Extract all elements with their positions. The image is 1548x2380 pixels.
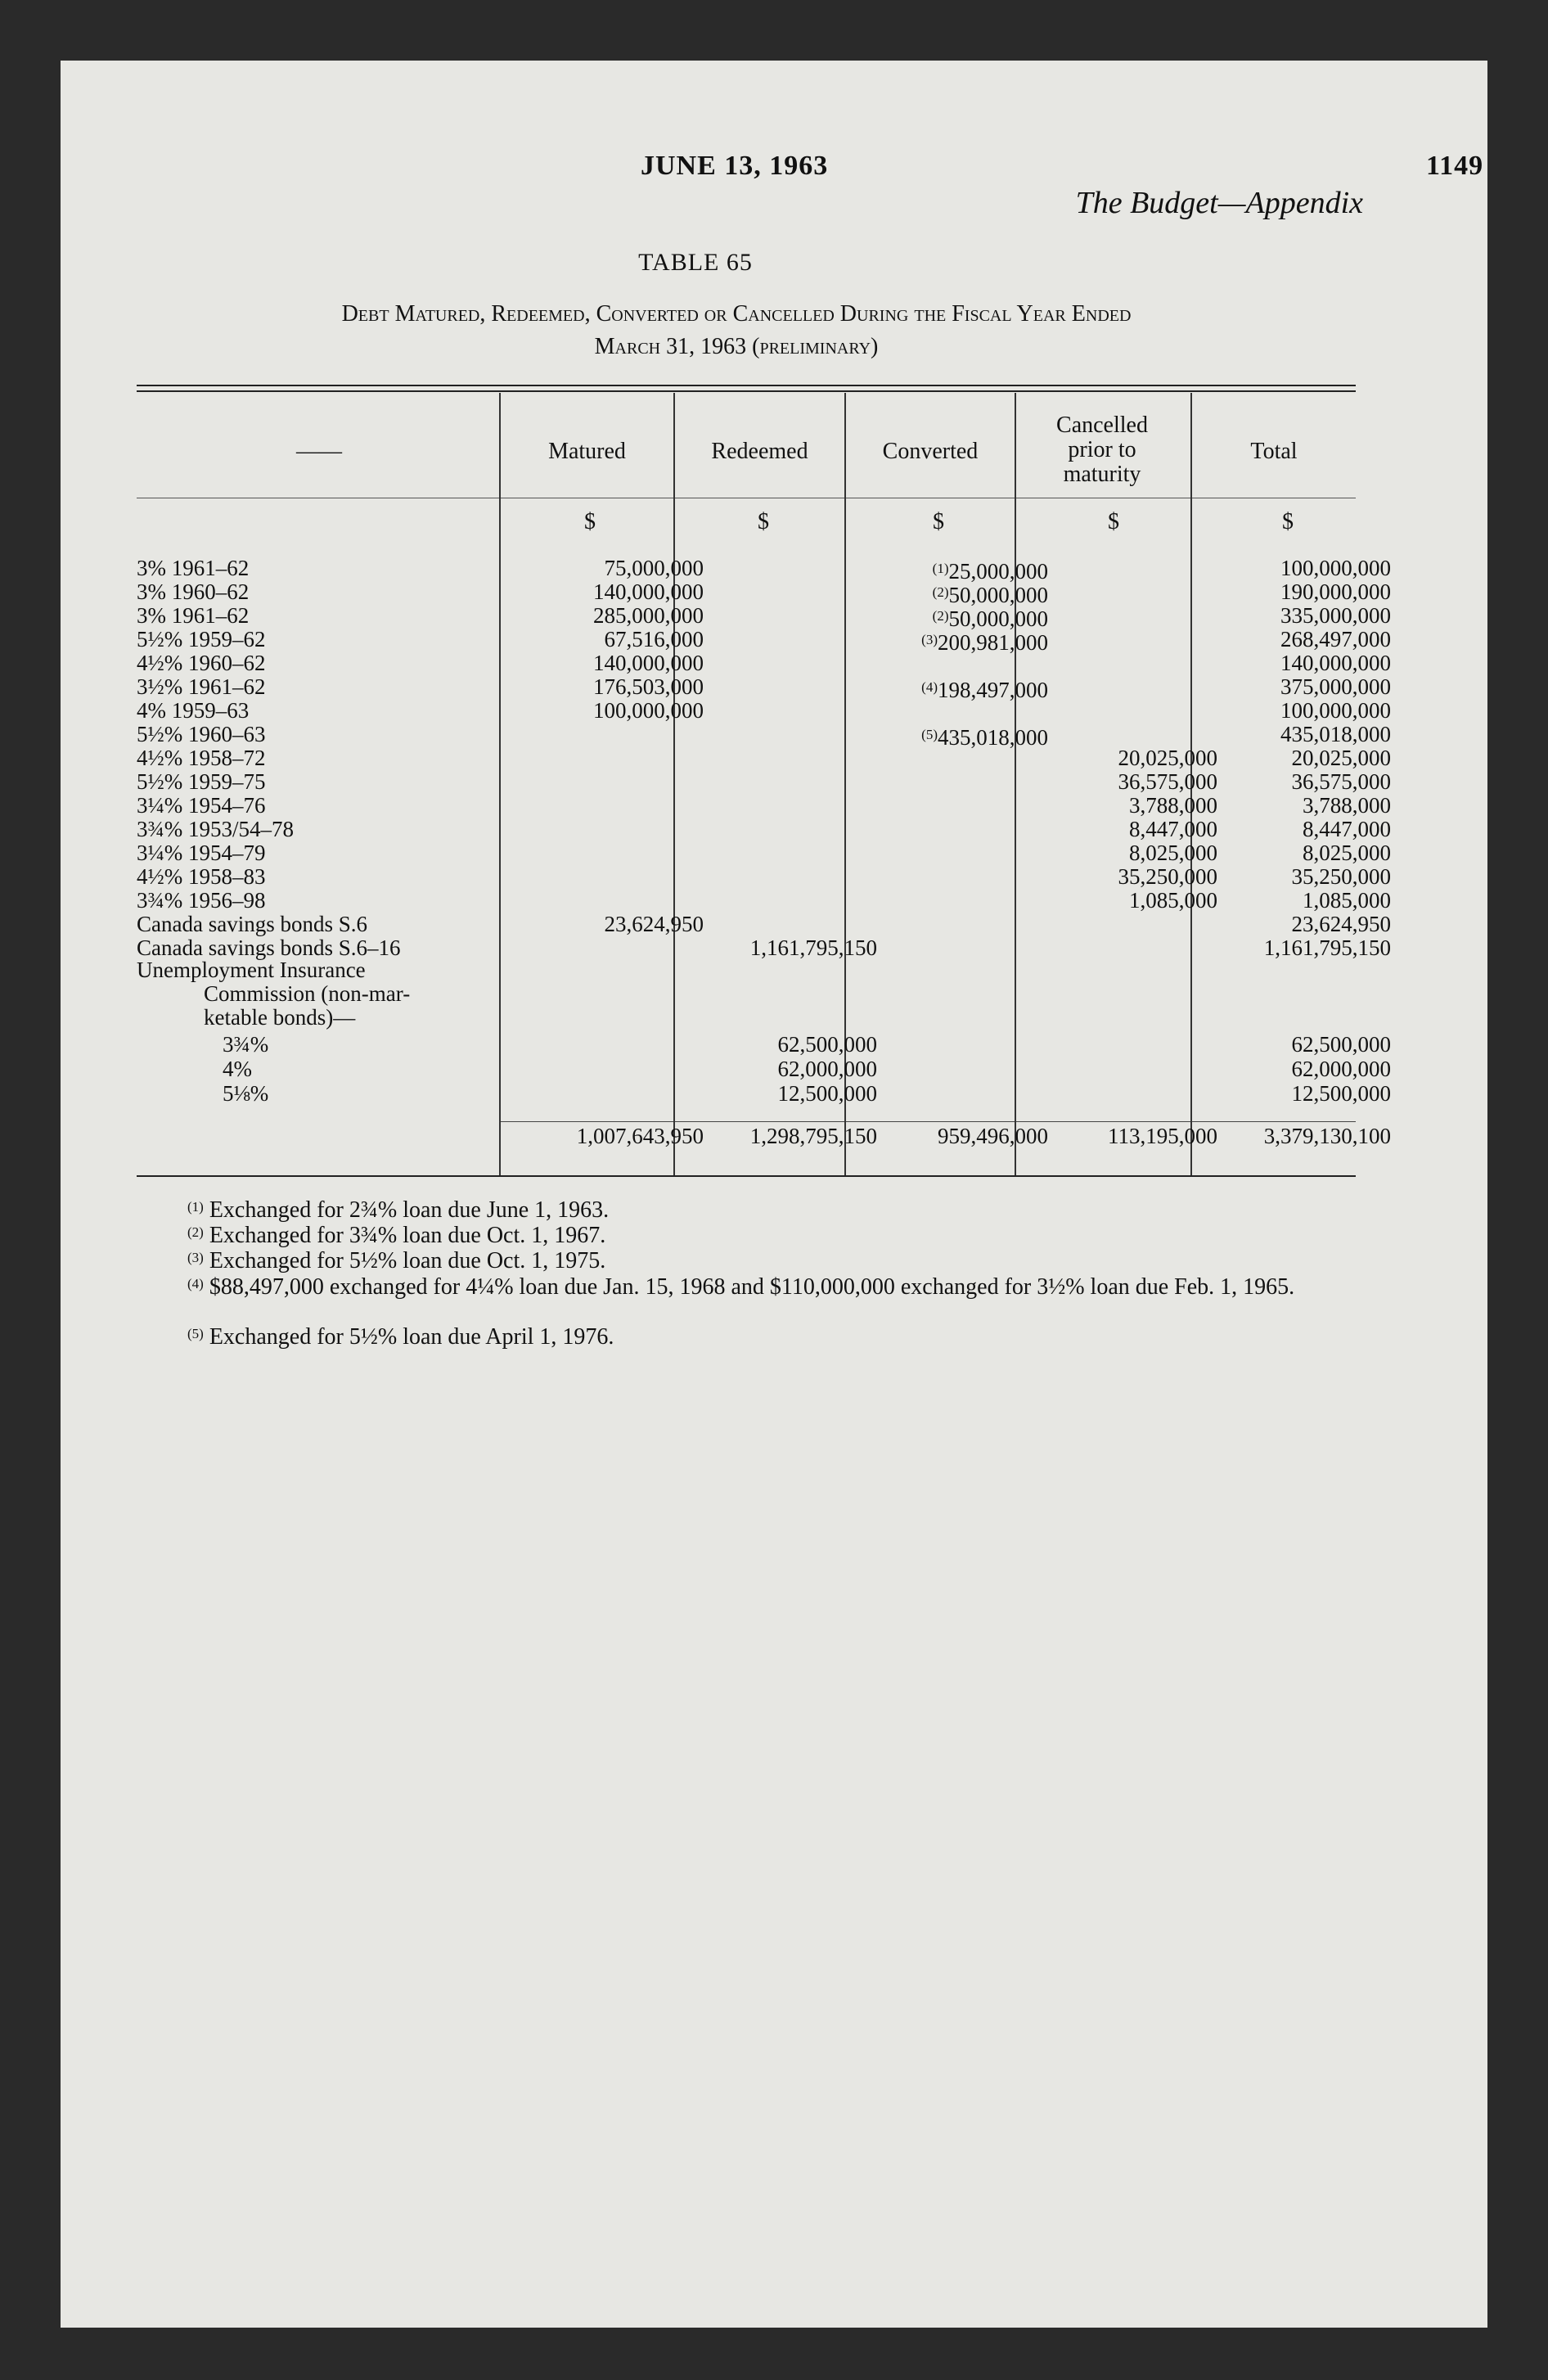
row-cancelled: 8,025,000 xyxy=(1129,841,1217,865)
row-matured: 67,516,000 xyxy=(604,627,704,651)
row-label: 4% 1959–63 xyxy=(137,698,250,723)
row-cancelled: 36,575,000 xyxy=(1118,769,1217,794)
uic-row-label: 4% xyxy=(223,1057,252,1081)
footnote xyxy=(137,1219,1364,1248)
row-total: 100,000,000 xyxy=(1280,556,1391,580)
row-total: 435,018,000 xyxy=(1280,722,1391,746)
row-total: 375,000,000 xyxy=(1280,674,1391,699)
row-label: Canada savings bonds S.6–16 xyxy=(137,935,401,960)
row-label: 5½% 1959–62 xyxy=(137,627,266,651)
uic-label-3: ketable bonds)— xyxy=(204,1005,356,1030)
row-conversion-note: (4) xyxy=(921,679,938,695)
uic-row-redeemed: 62,000,000 xyxy=(777,1057,877,1081)
row-total: 8,025,000 xyxy=(1303,841,1391,865)
uic-row-total: 12,500,000 xyxy=(1291,1081,1391,1106)
table-row xyxy=(137,722,1391,750)
footnote-text: Exchanged for 3¾% loan due Oct. 1, 1967. xyxy=(209,1223,606,1248)
uic-row-label: 5⅛% xyxy=(223,1081,269,1106)
row-cancelled: 3,788,000 xyxy=(1129,793,1217,818)
table-top-rule-2 xyxy=(137,390,1356,392)
uic-row xyxy=(137,1032,1391,1057)
table-row xyxy=(137,769,1391,794)
table-bottom-rule xyxy=(137,1175,1356,1177)
table-row xyxy=(137,651,1391,675)
row-total: 140,000,000 xyxy=(1280,651,1391,675)
total-matured: 1,007,643,950 xyxy=(576,1124,704,1148)
uic-row xyxy=(137,1081,1391,1106)
row-total: 36,575,000 xyxy=(1291,769,1391,794)
row-total: 268,497,000 xyxy=(1280,627,1391,651)
row-conversion-note: (5) xyxy=(921,727,938,742)
total-grand: 3,379,130,100 xyxy=(1263,1124,1391,1148)
col-header-total: Total xyxy=(1250,439,1298,464)
row-label: 3½% 1961–62 xyxy=(137,674,266,699)
footnote xyxy=(137,1245,1364,1273)
table-row xyxy=(137,817,1391,841)
total-converted: 959,496,000 xyxy=(938,1124,1048,1148)
row-cancelled: 8,447,000 xyxy=(1129,817,1217,841)
row-total: 20,025,000 xyxy=(1291,746,1391,770)
row-total: 190,000,000 xyxy=(1280,579,1391,604)
row-conversion-note: (2) xyxy=(932,608,949,624)
total-redeemed: 1,298,795,150 xyxy=(749,1124,877,1148)
uic-label-row-2 xyxy=(137,982,1364,1006)
row-total: 335,000,000 xyxy=(1280,603,1391,628)
footnote-mark: (1) xyxy=(187,1199,204,1215)
row-converted: 435,018,000 xyxy=(938,725,1048,750)
table-row xyxy=(137,603,1391,631)
table-row xyxy=(137,698,1391,723)
table-row xyxy=(137,912,1391,936)
row-label: 4½% 1958–72 xyxy=(137,746,266,770)
row-label: 3¾% 1953/54–78 xyxy=(137,817,294,841)
total-cancelled: 113,195,000 xyxy=(1108,1124,1217,1148)
footnote-mark: (3) xyxy=(187,1250,204,1265)
footnote-mark: (4) xyxy=(187,1276,204,1291)
row-total: 100,000,000 xyxy=(1280,698,1391,723)
uic-label-2: Commission (non-mar- xyxy=(204,981,411,1006)
row-label: 3% 1960–62 xyxy=(137,579,250,604)
uic-row xyxy=(137,1057,1391,1081)
row-label: 3¼% 1954–79 xyxy=(137,841,266,865)
uic-label-row-1 xyxy=(137,958,1364,982)
caption-line-2: March 31, 1963 (preliminary) xyxy=(594,334,879,359)
uic-row-redeemed: 62,500,000 xyxy=(777,1032,877,1057)
table-row xyxy=(137,674,1391,702)
row-label: 3¾% 1956–98 xyxy=(137,888,266,913)
currency-cancelled: $ xyxy=(1108,509,1119,534)
row-total: 1,161,795,150 xyxy=(1263,935,1391,960)
row-total: 35,250,000 xyxy=(1291,864,1391,889)
row-label: 4½% 1958–83 xyxy=(137,864,266,889)
row-label: 4½% 1960–62 xyxy=(137,651,266,675)
row-conversion-note: (3) xyxy=(921,632,938,647)
caption-line-1: Debt Matured, Redeemed, Converted or Cancelled During the Fiscal Year Ended xyxy=(341,301,1132,327)
table-top-rule-1 xyxy=(137,385,1356,386)
uic-row-label: 3¾% xyxy=(223,1032,269,1057)
row-matured: 100,000,000 xyxy=(593,698,704,723)
uic-row-redeemed: 12,500,000 xyxy=(777,1081,877,1106)
row-cancelled: 1,085,000 xyxy=(1129,888,1217,913)
row-converted: 200,981,000 xyxy=(938,630,1048,655)
row-converted: 198,497,000 xyxy=(938,678,1048,702)
uic-label-row-3 xyxy=(137,1006,1364,1030)
row-redeemed: 1,161,795,150 xyxy=(749,935,877,960)
header-subtitle: The Budget—Appendix xyxy=(1075,186,1363,220)
footnote xyxy=(137,1194,1364,1223)
row-cancelled: 35,250,000 xyxy=(1118,864,1217,889)
footnote xyxy=(137,1271,1364,1300)
footnote-mark: (2) xyxy=(187,1224,204,1240)
row-label: 5½% 1960–63 xyxy=(137,722,266,746)
footnote-text: Exchanged for 5½% loan due Oct. 1, 1975. xyxy=(209,1248,606,1273)
footnote-text: $88,497,000 exchanged for 4¼% loan due Jan. 15, 1968 and $110,000,000 exchanged for 3½% loan due Feb. 1, 1965. xyxy=(209,1274,1295,1300)
table-number: TABLE 65 xyxy=(638,249,753,276)
row-converted: 50,000,000 xyxy=(948,606,1048,631)
row-cancelled: 20,025,000 xyxy=(1118,746,1217,770)
total-rule xyxy=(501,1121,1356,1122)
row-conversion-note: (1) xyxy=(932,561,949,576)
col-header-cancelled: Cancelled prior to maturity xyxy=(1056,412,1148,487)
row-label: 3% 1961–62 xyxy=(137,603,250,628)
row-total: 23,624,950 xyxy=(1291,912,1391,936)
col-header-converted: Converted xyxy=(882,439,979,464)
row-label: Canada savings bonds S.6 xyxy=(137,912,367,936)
row-converted: 50,000,000 xyxy=(948,583,1048,607)
table-row xyxy=(137,888,1391,913)
table-row xyxy=(137,841,1391,865)
table-row xyxy=(137,556,1391,584)
table-caption xyxy=(115,298,1358,363)
table-row xyxy=(137,935,1391,960)
row-total: 3,788,000 xyxy=(1303,793,1391,818)
header-date: JUNE 13, 1963 xyxy=(641,151,829,181)
uic-row-total: 62,500,000 xyxy=(1291,1032,1391,1057)
currency-redeemed: $ xyxy=(758,509,769,534)
row-matured: 285,000,000 xyxy=(593,603,704,628)
table-row xyxy=(137,864,1391,889)
row-conversion-note: (2) xyxy=(932,584,949,600)
row-label: 3¼% 1954–76 xyxy=(137,793,266,818)
table-row xyxy=(137,627,1391,655)
table-row xyxy=(137,746,1391,770)
col-header-matured: Matured xyxy=(548,439,626,464)
footnote xyxy=(137,1321,1364,1350)
row-matured: 140,000,000 xyxy=(593,651,704,675)
uic-row-total: 62,000,000 xyxy=(1291,1057,1391,1081)
currency-total: $ xyxy=(1282,509,1294,534)
row-converted: 25,000,000 xyxy=(948,559,1048,584)
footnote-text: Exchanged for 2¾% loan due June 1, 1963. xyxy=(209,1197,610,1223)
row-label: 5½% 1959–75 xyxy=(137,769,266,794)
row-matured: 23,624,950 xyxy=(604,912,704,936)
totals-row xyxy=(137,1124,1391,1148)
footnote-text: Exchanged for 5½% loan due April 1, 1976. xyxy=(209,1324,614,1350)
table-row xyxy=(137,579,1391,607)
row-total: 8,447,000 xyxy=(1303,817,1391,841)
row-matured: 75,000,000 xyxy=(604,556,704,580)
stub-header: —— xyxy=(296,439,342,464)
currency-matured: $ xyxy=(584,509,596,534)
footnote-mark: (5) xyxy=(187,1326,204,1341)
currency-converted: $ xyxy=(933,509,944,534)
page-number: 1149 xyxy=(1426,151,1484,181)
row-total: 1,085,000 xyxy=(1303,888,1391,913)
row-label: 3% 1961–62 xyxy=(137,556,250,580)
row-matured: 176,503,000 xyxy=(593,674,704,699)
col-header-redeemed: Redeemed xyxy=(711,439,808,464)
row-matured: 140,000,000 xyxy=(593,579,704,604)
uic-label-1: Unemployment Insurance xyxy=(137,958,366,982)
table-row xyxy=(137,793,1391,818)
